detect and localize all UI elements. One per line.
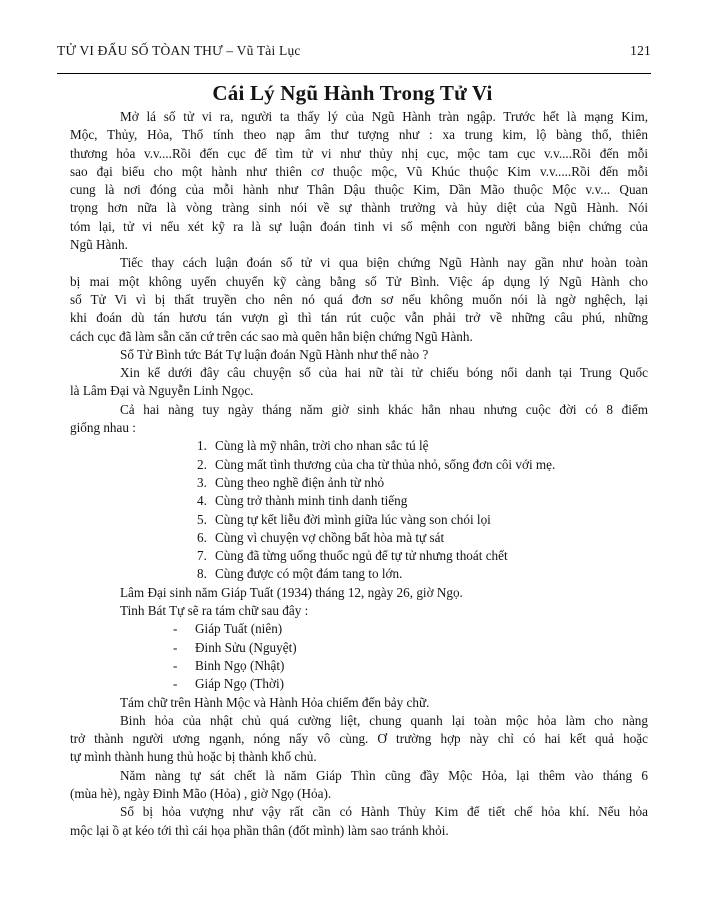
text-line: Binh hỏa của nhật chủ quá cường liệt, chung quanh lại toàn mộc hỏa làm cho nàng	[120, 712, 648, 728]
page-number: 121	[630, 43, 651, 58]
list-item-text: Cùng được có một đám tang to lớn.	[215, 566, 403, 582]
list-marker: 7.	[197, 548, 207, 564]
numbered-list-item	[70, 511, 648, 529]
paragraph	[70, 401, 648, 438]
list-item-text: Giáp Tuất (niên)	[195, 621, 283, 637]
text-line: trở thành người ương ngạnh, nóng nẩy vô cùng. Ơ trường hợp này chỉ có hai kết quả hoặc	[70, 731, 648, 747]
paragraph	[70, 346, 648, 364]
numbered-list-item	[70, 456, 648, 474]
text-line: Tám chữ trên Hành Mộc và Hành Hỏa chiếm đến bảy chữ.	[120, 694, 430, 710]
paragraph	[70, 254, 648, 345]
numbered-list-item	[70, 492, 648, 510]
dash-list-item	[70, 639, 648, 657]
numbered-list-item	[70, 529, 648, 547]
text-line: cách cục đã làm sẵn căn cứ trên các sao mà quên hẳn biện chứng Ngũ Hành.	[70, 328, 473, 344]
text-line: (mùa hè), ngày Đinh Mão (Hỏa) , giờ Ngọ (Hỏa).	[70, 785, 332, 801]
paragraph	[70, 602, 648, 620]
list-item-text: Giáp Ngọ (Thời)	[195, 676, 285, 692]
paragraph	[70, 108, 648, 254]
body-text	[70, 108, 648, 840]
running-title: TỬ VI ĐẨU SỐ TÒAN THƯ – Vũ Tài Lục	[57, 43, 301, 58]
text-line: Mộc, Thủy, Hỏa, Thổ tính theo nạp âm thư tượng như : xa trung kim, lộ bàng thổ, thiên	[70, 127, 648, 143]
list-marker: -	[173, 639, 178, 655]
paragraph	[70, 712, 648, 767]
list-item-text: Cùng theo nghề điện ảnh từ nhỏ	[215, 474, 385, 490]
text-line: Tinh Bát Tự sẽ ra tám chữ sau đây :	[120, 603, 309, 619]
list-marker: 3.	[197, 474, 207, 490]
text-line: giống nhau :	[70, 420, 136, 436]
list-marker: -	[173, 657, 178, 673]
text-line: bị mai một không uyển chuyển kỹ càng bằng số Tử Bình. Việc áp dụng lý Ngũ Hành cho	[70, 273, 648, 289]
list-marker: 5.	[197, 511, 207, 527]
list-marker: 4.	[197, 493, 207, 509]
text-line: sao đại biểu cho một hành như thiên cơ thuộc mộc, Vũ Khúc thuộc Kim v.v.....Rồi đến mỗi	[70, 163, 648, 179]
list-item-text: Đinh Sửu (Nguyệt)	[195, 639, 297, 655]
list-marker: -	[173, 621, 178, 637]
list-item-text: Cùng mất tình thương của cha từ thủa nhỏ, sống đơn côi với mẹ.	[215, 456, 556, 472]
dash-list-item	[70, 657, 648, 675]
text-line: Cả hai nàng tuy ngày tháng năm giờ sinh khác hẳn nhau nhưng cuộc đời có 8 điểm	[120, 401, 648, 417]
text-line: trọng hơn nữa là vòng tràng sinh nói về sự thành trưởng và hủy diệt của Ngũ Hành. Nói	[70, 200, 648, 216]
list-marker: -	[173, 676, 178, 692]
list-item-text: Cùng là mỹ nhân, trời cho nhan sắc tú lệ	[215, 438, 429, 454]
dash-list-item	[70, 620, 648, 638]
list-marker: 8.	[197, 566, 207, 582]
text-line: Năm nàng tự sát chết là năm Giáp Thìn cũng đầy Mộc Hỏa, lại thêm vào tháng 6	[120, 767, 648, 783]
text-line: mộc lại ồ ạt kéo tới thì cái họa phần thân (đốt mình) làm sao tránh khỏi.	[70, 822, 449, 838]
list-item-text: Cùng vì chuyện vợ chồng bất hòa mà tự sát	[215, 529, 445, 545]
text-line: là Lâm Đại và Nguyễn Linh Ngọc.	[70, 383, 254, 399]
text-line: Mở lá số tử vi ra, người ta thấy lý của Ngũ Hành tràn ngập. Trước hết là mạng Kim,	[120, 109, 648, 124]
text-line: số Tử Vi vì bị thất truyền cho nên nó quá đơn sơ nếu không muốn nói là ngờ nghệch, lại	[70, 291, 648, 307]
text-line: Ngũ Hành.	[70, 237, 128, 253]
chapter-title: Cái Lý Ngũ Hành Trong Tử Vi	[212, 81, 493, 105]
paragraph	[70, 584, 648, 602]
dash-list-item	[70, 675, 648, 693]
text-line: khi đoán dù tán hươu tán vượn gì thì tán rút cuộc vẫn phải trở về những câu phú, những	[70, 310, 648, 326]
numbered-list-item	[70, 565, 648, 583]
page-header	[57, 43, 651, 59]
text-line: Tiếc thay cách luận đoán số tử vi qua biện chứng Ngũ Hành nay gần như hoàn toàn	[120, 255, 648, 271]
header-rule	[57, 73, 651, 74]
numbered-list-item	[70, 437, 648, 455]
list-marker: 1.	[197, 438, 207, 454]
text-line: Số Tử Bình tức Bát Tự luận đoán Ngũ Hành như thế nào ?	[120, 346, 429, 362]
list-marker: 6.	[197, 529, 207, 545]
list-item-text: Cùng đã từng uống thuốc ngủ để tự tử nhưng thoát chết	[215, 548, 508, 564]
text-line: Lâm Đại sinh năm Giáp Tuất (1934) tháng 12, ngày 26, giờ Ngọ.	[120, 584, 463, 600]
paragraph	[70, 803, 648, 840]
text-line: cung là nơi đóng của mỗi hành như Thân Dậu thuộc Kim, Dần Mão thuộc Mộc v.v... Quan	[70, 182, 648, 198]
paragraph	[70, 364, 648, 401]
list-item-text: Cùng tự kết liễu đời mình giữa lúc vàng son chói lọi	[215, 511, 491, 527]
text-line: Xin kể dưới đây câu chuyện số của hai nữ tài tử chiếu bóng nổi danh tại Trung Quốc	[120, 365, 648, 381]
text-line: Số bị hỏa vượng như vậy rất cần có Hành Thủy Kim để tiết chế hỏa khí. Nếu hỏa	[120, 804, 648, 820]
text-line: tự mình thành hung thủ hoặc bị thành khổ chủ.	[70, 749, 317, 765]
numbered-list-item	[70, 474, 648, 492]
numbered-list-item	[70, 547, 648, 565]
list-marker: 2.	[197, 456, 207, 472]
paragraph	[70, 694, 648, 712]
paragraph	[70, 767, 648, 804]
list-item-text: Cùng trở thành minh tinh danh tiếng	[215, 493, 408, 509]
text-line: thương hỏa v.v....Rồi đến cục để tìm tử vi như thủy nhị cục, mộc tam cục v.v....Rồi đến mỗi	[70, 145, 648, 161]
text-line: tóm lại, tử vi nếu xét kỹ ra là sự luận đoán tinh vi số mệnh con người bằng biện chứng của	[70, 218, 648, 234]
list-item-text: Binh Ngọ (Nhật)	[195, 657, 285, 673]
